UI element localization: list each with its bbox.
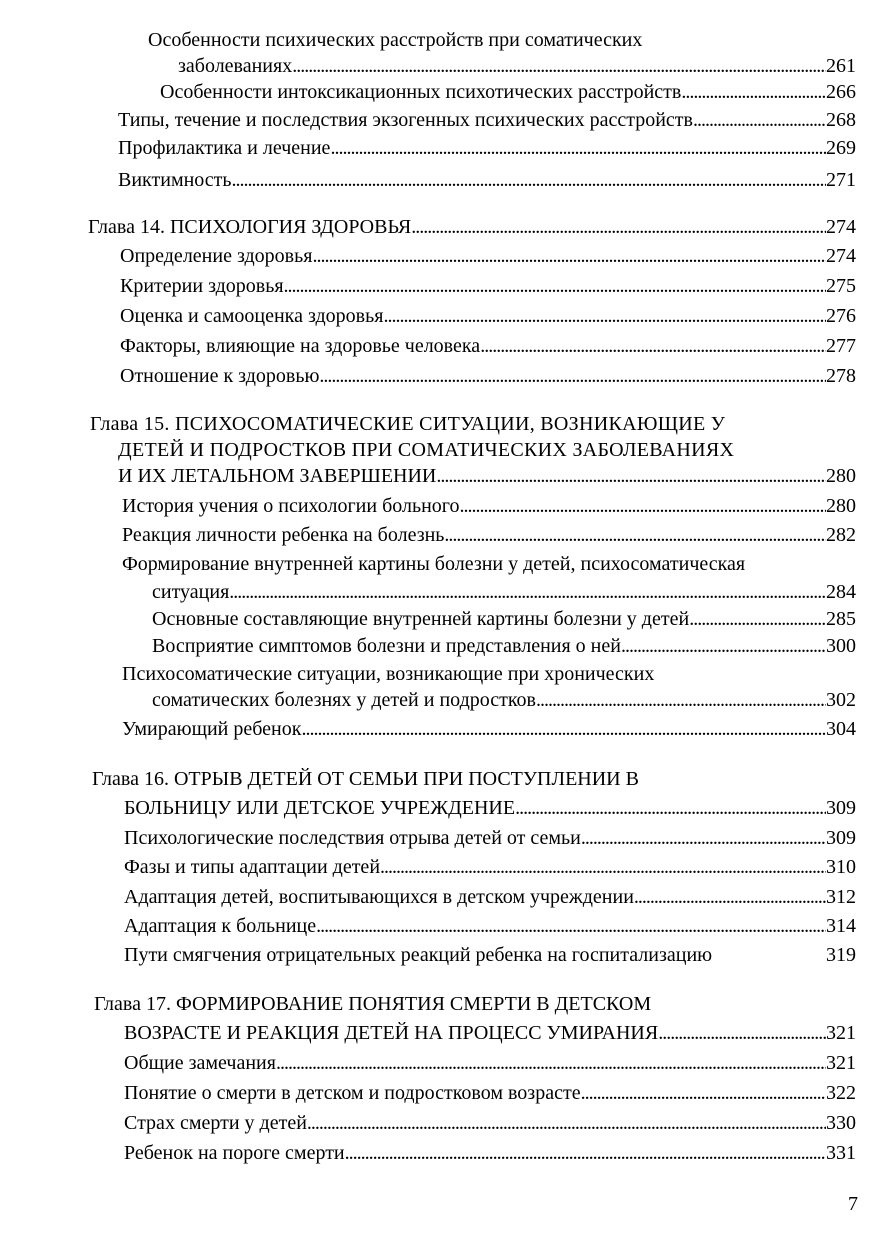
chapter-heading-14 xyxy=(88,213,856,241)
chapter-title: БОЛЬНИЦУ ИЛИ ДЕТСКОЕ УЧРЕЖДЕНИЕ xyxy=(124,797,516,819)
dot-leader xyxy=(312,242,826,270)
dot-leader xyxy=(634,883,826,911)
toc-page-number: 274 xyxy=(826,216,856,238)
dot-leader xyxy=(658,1019,826,1047)
toc-page-number: 268 xyxy=(826,109,856,131)
toc-entry xyxy=(120,362,856,390)
dot-leader xyxy=(411,213,826,241)
chapter-heading-17-line2 xyxy=(124,1019,856,1047)
toc-page-number: 284 xyxy=(826,581,856,603)
toc-entry-label: История учения о психологии больного xyxy=(122,495,460,517)
toc-subentry xyxy=(152,632,856,660)
toc-entry xyxy=(124,1139,856,1167)
toc-entry-label: Оценка и самооценка здоровья xyxy=(120,305,384,327)
chapter-heading-17 xyxy=(94,990,754,1018)
toc-page-number: 282 xyxy=(826,524,856,546)
toc-entry xyxy=(152,686,856,714)
toc-entry-label: Особенности интоксикационных психотических расстройств xyxy=(160,81,682,103)
toc-entry xyxy=(122,550,856,578)
toc-entry xyxy=(148,26,728,54)
toc-entry xyxy=(124,912,856,940)
toc-page-number: 266 xyxy=(826,81,856,103)
toc-page-number: 321 xyxy=(826,1052,856,1074)
dot-leader xyxy=(232,166,826,194)
toc-entry xyxy=(124,883,856,911)
toc-entry xyxy=(118,134,856,162)
toc-entry-label: Профилактика и лечение xyxy=(118,137,331,159)
dot-leader xyxy=(330,134,826,162)
toc-entry xyxy=(124,1109,856,1137)
chapter-heading-15 xyxy=(90,410,850,438)
toc-entry-label: Типы, течение и последствия экзогенных психических расстройств xyxy=(118,109,693,131)
chapter-heading-16 xyxy=(92,765,752,793)
dot-leader xyxy=(380,853,826,881)
dot-leader xyxy=(581,824,826,852)
toc-entry-label: Умирающий ребенок xyxy=(122,718,302,740)
dot-leader xyxy=(515,794,826,822)
toc-page-number: 322 xyxy=(826,1082,856,1104)
dot-leader xyxy=(693,106,826,134)
toc-entry xyxy=(124,853,856,881)
dot-leader xyxy=(460,492,826,520)
toc-entry xyxy=(122,492,856,520)
toc-entry-label: Фазы и типы адаптации детей xyxy=(124,856,381,878)
toc-entry-label: Психосоматические ситуации, возникающие при хронических xyxy=(122,663,655,685)
toc-page-number: 314 xyxy=(826,915,856,937)
chapter-title: ДЕТЕЙ И ПОДРОСТКОВ ПРИ СОМАТИЧЕСКИХ ЗАБОЛЕВАНИЯХ xyxy=(118,439,735,461)
dot-leader xyxy=(621,632,826,660)
dot-leader xyxy=(319,362,826,390)
toc-entry xyxy=(124,941,856,969)
dot-leader xyxy=(292,52,826,80)
toc-page-number: 312 xyxy=(826,886,856,908)
toc-entry xyxy=(120,332,856,360)
toc-subentry xyxy=(152,605,856,633)
dot-leader xyxy=(689,605,826,633)
toc-page-number: 304 xyxy=(826,718,856,740)
dot-leader xyxy=(316,912,826,940)
toc-entry-label: Психологические последствия отрыва детей от семьи xyxy=(124,827,581,849)
toc-entry-label: Критерии здоровья xyxy=(120,275,284,297)
chapter-title: Глава 14. ПСИХОЛОГИЯ ЗДОРОВЬЯ xyxy=(88,216,412,238)
toc-page-number: 302 xyxy=(826,689,856,711)
toc-entry xyxy=(118,166,856,194)
toc-page-number: 330 xyxy=(826,1112,856,1134)
toc-page-number: 274 xyxy=(826,245,856,267)
toc-entry xyxy=(122,715,856,743)
toc-entry-label: Основные составляющие внутренней картины болезни у детей xyxy=(152,608,690,630)
toc-entry-label: Реакция личности ребенка на болезнь xyxy=(122,524,445,546)
toc-page-number: 331 xyxy=(826,1142,856,1164)
toc-page-number: 309 xyxy=(826,797,856,819)
toc-entry xyxy=(152,578,856,606)
dot-leader xyxy=(444,521,826,549)
toc-page-number: 309 xyxy=(826,827,856,849)
toc-entry xyxy=(120,272,856,300)
toc-entry xyxy=(178,52,856,80)
dot-leader xyxy=(276,1049,826,1077)
toc-entry xyxy=(160,78,856,106)
toc-entry-label: Страх смерти у детей xyxy=(124,1112,307,1134)
toc-entry-label: Формирование внутренней картины болезни у детей, психосоматическая xyxy=(122,553,746,575)
toc-page-number: 277 xyxy=(826,335,856,357)
toc-entry-label: Определение здоровья xyxy=(120,245,313,267)
chapter-heading-16-line2 xyxy=(124,794,856,822)
toc-entry-label: заболеваниях xyxy=(178,55,293,77)
toc-entry xyxy=(120,302,856,330)
dot-leader xyxy=(383,302,826,330)
toc-entry xyxy=(122,521,856,549)
toc-entry-label: Особенности психических расстройств при соматических xyxy=(148,29,643,51)
chapter-heading-15-line2 xyxy=(118,436,858,464)
toc-entry-label: Восприятие симптомов болезни и представления о ней xyxy=(152,635,621,657)
toc-entry-label: Факторы, влияющие на здоровье человека xyxy=(120,335,481,357)
toc-page-number: 300 xyxy=(826,635,856,657)
toc-page-number: 310 xyxy=(826,856,856,878)
toc-entry xyxy=(118,106,856,134)
toc-page-number: 280 xyxy=(826,465,856,487)
toc-entry-label: Понятие о смерти в детском и подростковом возрасте xyxy=(124,1082,581,1104)
chapter-title: И ИХ ЛЕТАЛЬНОМ ЗАВЕРШЕНИИ xyxy=(118,465,437,487)
toc-page-number: 269 xyxy=(826,137,856,159)
dot-leader xyxy=(229,578,826,606)
toc-entry-label: Общие замечания xyxy=(124,1052,276,1074)
dot-leader xyxy=(536,686,826,714)
dot-leader xyxy=(301,715,826,743)
toc-entry xyxy=(122,660,762,688)
chapter-title: Глава 17. ФОРМИРОВАНИЕ ПОНЯТИЯ СМЕРТИ В ДЕТСКОМ xyxy=(94,993,652,1015)
toc-entry-label: ситуация xyxy=(152,581,230,603)
toc-entry-label: Адаптация детей, воспитывающихся в детском учреждении xyxy=(124,886,634,908)
toc-page-number: 278 xyxy=(826,365,856,387)
toc-entry-label: Адаптация к больнице xyxy=(124,915,317,937)
toc-page-number: 276 xyxy=(826,305,856,327)
toc-page-number: 321 xyxy=(826,1022,856,1044)
toc-page-number: 275 xyxy=(826,275,856,297)
dot-leader xyxy=(681,78,826,106)
toc-page-number: 271 xyxy=(826,169,856,191)
chapter-heading-15-line3 xyxy=(118,462,856,490)
toc-entry xyxy=(124,1079,856,1107)
toc-entry-label: соматических болезнях у детей и подростков xyxy=(152,689,537,711)
chapter-title: Глава 15. ПСИХОСОМАТИЧЕСКИЕ СИТУАЦИИ, ВОЗНИКАЮЩИЕ У xyxy=(90,413,726,435)
toc-page-number: 319 xyxy=(826,944,856,966)
toc-entry-label: Пути смягчения отрицательных реакций ребенка на госпитализацию xyxy=(124,944,713,966)
toc-entry-label: Ребенок на пороге смерти xyxy=(124,1142,345,1164)
toc-page-number: 285 xyxy=(826,608,856,630)
dot-leader xyxy=(480,332,826,360)
toc-entry xyxy=(124,824,856,852)
toc-page-number: 280 xyxy=(826,495,856,517)
dot-leader xyxy=(307,1109,826,1137)
toc-page-number: 261 xyxy=(826,55,856,77)
toc-entry-label: Отношение к здоровью xyxy=(120,365,320,387)
chapter-title: ВОЗРАСТЕ И РЕАКЦИЯ ДЕТЕЙ НА ПРОЦЕСС УМИРАНИЯ xyxy=(124,1022,659,1044)
toc-entry-label: Виктимность xyxy=(118,169,232,191)
dot-leader xyxy=(345,1139,826,1167)
dot-leader xyxy=(581,1079,826,1107)
dot-leader xyxy=(436,462,826,490)
dot-leader xyxy=(284,272,826,300)
toc-entry xyxy=(120,242,856,270)
toc-entry xyxy=(124,1049,856,1077)
chapter-title: Глава 16. ОТРЫВ ДЕТЕЙ ОТ СЕМЬИ ПРИ ПОСТУПЛЕНИИ В xyxy=(92,768,639,790)
page-number: 7 xyxy=(848,1193,858,1215)
